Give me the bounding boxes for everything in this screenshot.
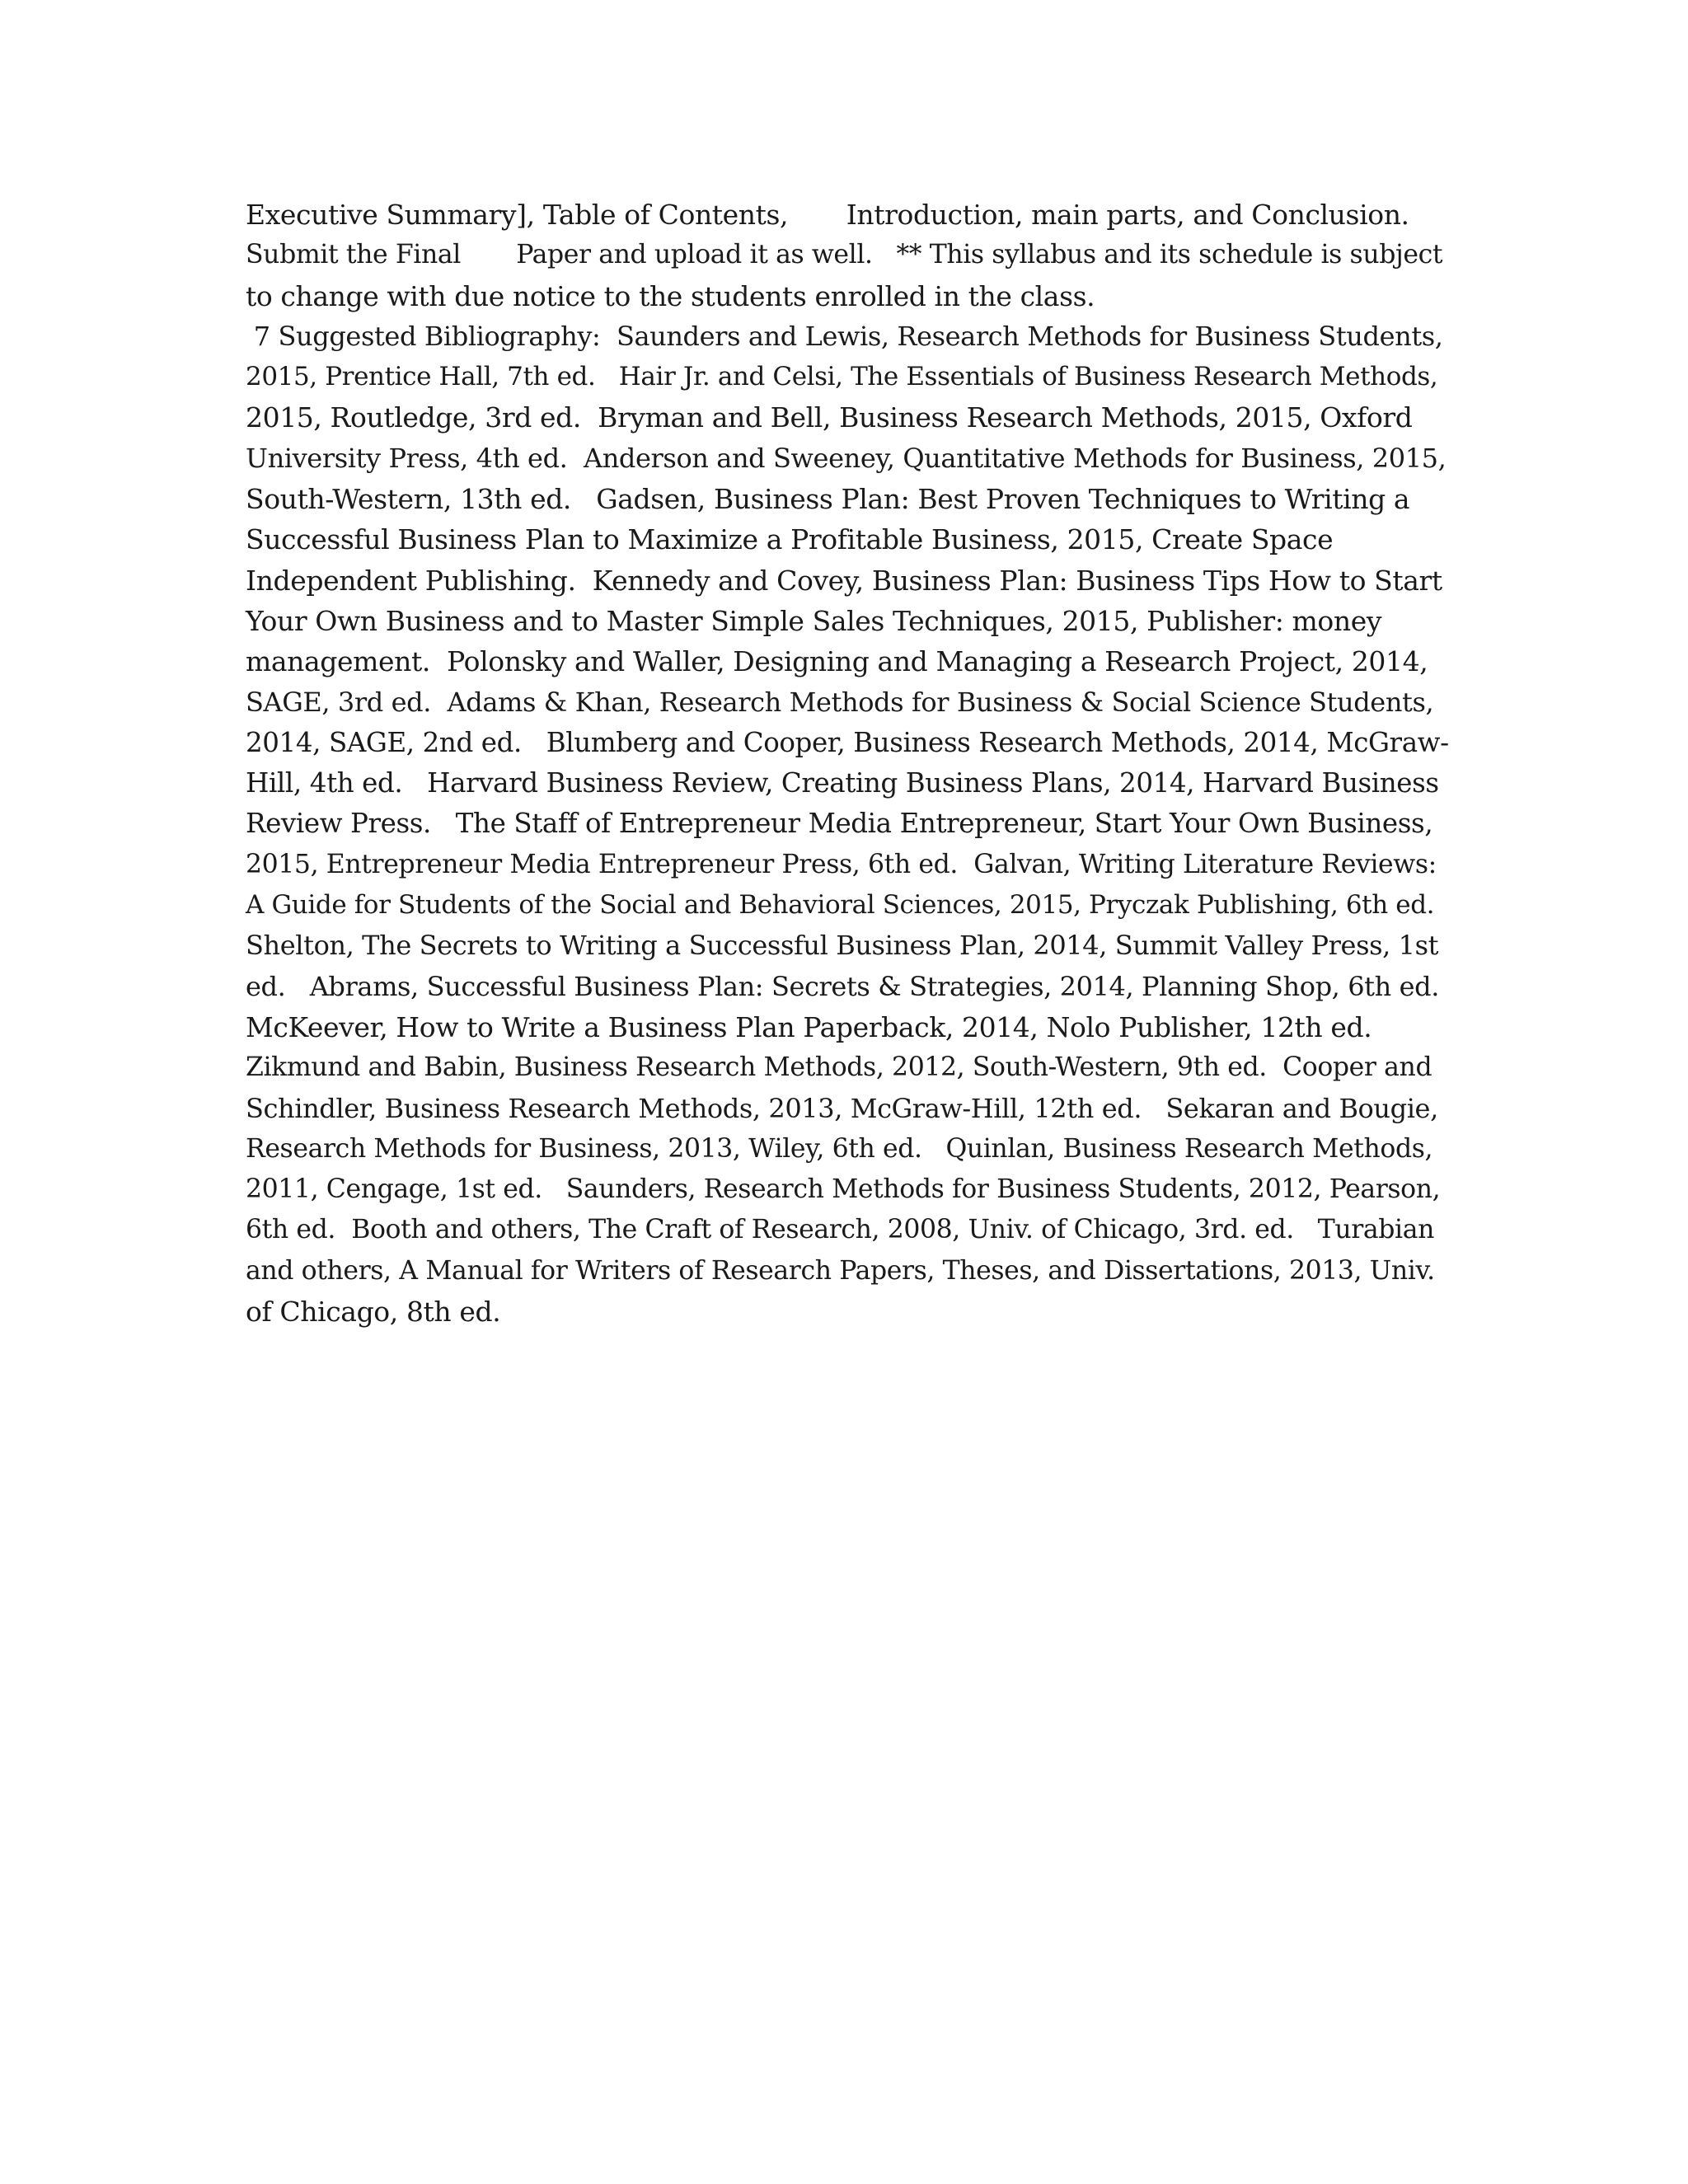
- text-line: Submit the Final Paper and upload it as well. ** This syllabus and its schedule is subject: [246, 240, 1443, 270]
- text-line: A Guide for Students of the Social and Behavioral Sciences, 2015, Pryczak Publishing, 6th ed.: [246, 890, 1435, 921]
- text-line: Executive Summary], Table of Contents, Introduction, main parts, and Conclusion.: [246, 199, 1409, 231]
- text-line: of Chicago, 8th ed.: [246, 1296, 501, 1329]
- text-line: Shelton, The Secrets to Writing a Successful Business Plan, 2014, Summit Valley Press, 1st: [246, 930, 1439, 962]
- text-line: SAGE, 3rd ed. Adams & Khan, Research Methods for Business & Social Science Students,: [246, 686, 1434, 718]
- syllabus-text-block: [246, 194, 1449, 1332]
- text-line: Research Methods for Business, 2013, Wiley, 6th ed. Quinlan, Business Research Methods,: [246, 1133, 1433, 1164]
- text-line: 2015, Entrepreneur Media Entrepreneur Press, 6th ed. Galvan, Writing Literature Reviews:: [246, 849, 1437, 879]
- text-line: Schindler, Business Research Methods, 2013, McGraw-Hill, 12th ed. Sekaran and Bougie,: [246, 1092, 1438, 1124]
- text-line: 2011, Cengage, 1st ed. Saunders, Research Methods for Business Students, 2012, Pearson,: [246, 1174, 1441, 1205]
- text-line: Zikmund and Babin, Business Research Methods, 2012, South-Western, 9th ed. Cooper and: [246, 1052, 1432, 1083]
- bibliography-heading-line: 7 Suggested Bibliography: Saunders and Lewis, Research Methods for Business Students,: [246, 320, 1443, 352]
- text-line: to change with due notice to the students enrolled in the class.: [246, 279, 1095, 312]
- text-line: management. Polonsky and Waller, Designing and Managing a Research Project, 2014,: [246, 645, 1428, 678]
- text-line: South-Western, 13th ed. Gadsen, Business Plan: Best Proven Techniques to Writing a: [246, 483, 1410, 516]
- text-line: and others, A Manual for Writers of Research Papers, Theses, and Dissertations, 2013, Univ.: [246, 1255, 1435, 1286]
- text-line: Review Press. The Staff of Entrepreneur Media Entrepreneur, Start Your Own Business,: [246, 808, 1433, 840]
- text-line: 2014, SAGE, 2nd ed. Blumberg and Cooper, Business Research Methods, 2014, McGraw-: [246, 726, 1449, 758]
- text-line: 2015, Prentice Hall, 7th ed. Hair Jr. and Celsi, The Essentials of Business Research Methods,: [246, 362, 1438, 392]
- text-line: 2015, Routledge, 3rd ed. Bryman and Bell, Business Research Methods, 2015, Oxford: [246, 401, 1413, 434]
- text-line: Hill, 4th ed. Harvard Business Review, Creating Business Plans, 2014, Harvard Business: [246, 767, 1439, 799]
- text-line: ed. Abrams, Successful Business Plan: Secrets & Strategies, 2014, Planning Shop, 6th ed.: [246, 970, 1440, 1002]
- text-line: Independent Publishing. Kennedy and Covey, Business Plan: Business Tips How to Start: [246, 564, 1442, 597]
- text-line: McKeever, How to Write a Business Plan Paperback, 2014, Nolo Publisher, 12th ed.: [246, 1010, 1372, 1043]
- text-line: University Press, 4th ed. Anderson and Sweeney, Quantitative Methods for Business, 2015,: [246, 442, 1447, 474]
- document-page: [246, 194, 1449, 1332]
- text-line: Successful Business Plan to Maximize a Profitable Business, 2015, Create Space: [246, 523, 1334, 556]
- text-line: 6th ed. Booth and others, The Craft of Research, 2008, Univ. of Chicago, 3rd. ed. Turabian: [246, 1215, 1434, 1245]
- text-line: Your Own Business and to Master Simple Sales Techniques, 2015, Publisher: money: [246, 604, 1382, 637]
